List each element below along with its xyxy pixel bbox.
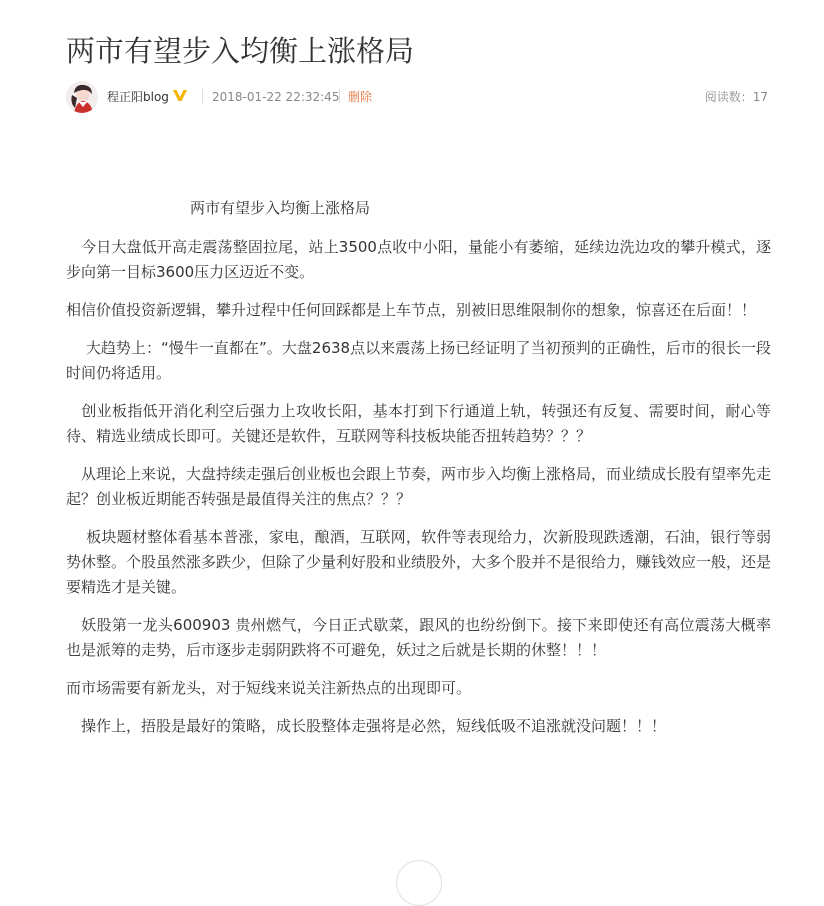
verified-v-icon — [172, 87, 188, 103]
article-title: 两市有望步入均衡上涨格局 — [66, 34, 415, 68]
read-count-label: 阅读数： — [704, 90, 753, 104]
article-paragraph: 板块题材整体看基本普涨，家电，酿酒，互联网，软件等表现给力，次新股现跌透潮，石油，银行等弱势休整。个股虽然涨多跌少，但除了少量利好股和业绩股外，大多个股并不是很给力，赚钱效应一般，还是要精选才是关键。 — [66, 528, 772, 596]
article-paragraph: 大趋势上：“慢牛一直都在”。大盘2638点以来震荡上扬已经证明了当初预判的正确性，后市的很长一段时间仍将适用。 — [66, 339, 771, 382]
article-paragraph: 从理论上来说，大盘持续走强后创业板也会跟上节奏，两市步入均衡上涨格局，而业绩成长股有望率先走起？创业板近期能否转强是最值得关注的焦点？？？ — [66, 465, 772, 508]
article-paragraph: 而市场需要有新龙头，对于短线来说关注新热点的出现即可。 — [66, 679, 472, 697]
meta-divider — [202, 89, 203, 103]
article-paragraph: 操作上，捂股是最好的策略，成长股整体走强将是必然，短线低吸不追涨就没问题！！！ — [66, 717, 667, 735]
article-paragraph: 今日大盘低开高走震荡整固拉尾，站上3500点收中小阳，量能小有萎缩，延续边洗边攻的攀升模式，逐步向第一目标3600压力区迈近不变。 — [66, 238, 771, 281]
floating-action-circle[interactable] — [396, 860, 442, 906]
article-subtitle: 两市有望步入均衡上涨格局 — [190, 199, 371, 217]
article-paragraph: 相信价值投资新逻辑，攀升过程中任何回踩都是上车节点，别被旧思维限制你的想象，惊喜还在后面！！ — [66, 301, 757, 319]
article-meta — [66, 81, 768, 113]
read-count-value: 17 — [752, 90, 768, 104]
article-paragraph: 创业板指低开消化利空后强力上攻收长阳，基本打到下行通道上轨，转强还有反复、需要时间，耐心等待、精选业绩成长即可。关键还是软件，互联网等科技板块能否扭转趋势？？？ — [66, 402, 771, 445]
publish-date: 2018-01-22 22:32:45 — [212, 90, 340, 104]
article-body — [66, 196, 771, 752]
author-name[interactable]: 程正阳blog — [107, 90, 169, 104]
article-paragraph: 妖股第一龙头600903 贵州燃气，今日正式歇菜，跟风的也纷纷倒下。接下来即使还有高位震荡大概率也是派筹的走势，后市逐步走弱阴跌将不可避免，妖过之后就是长期的休整！！！ — [66, 616, 771, 659]
avatar-image — [66, 81, 98, 113]
delete-link[interactable]: 删除 — [348, 90, 373, 104]
meta-divider — [339, 89, 340, 103]
author-avatar[interactable] — [66, 81, 98, 113]
read-count — [705, 89, 768, 105]
